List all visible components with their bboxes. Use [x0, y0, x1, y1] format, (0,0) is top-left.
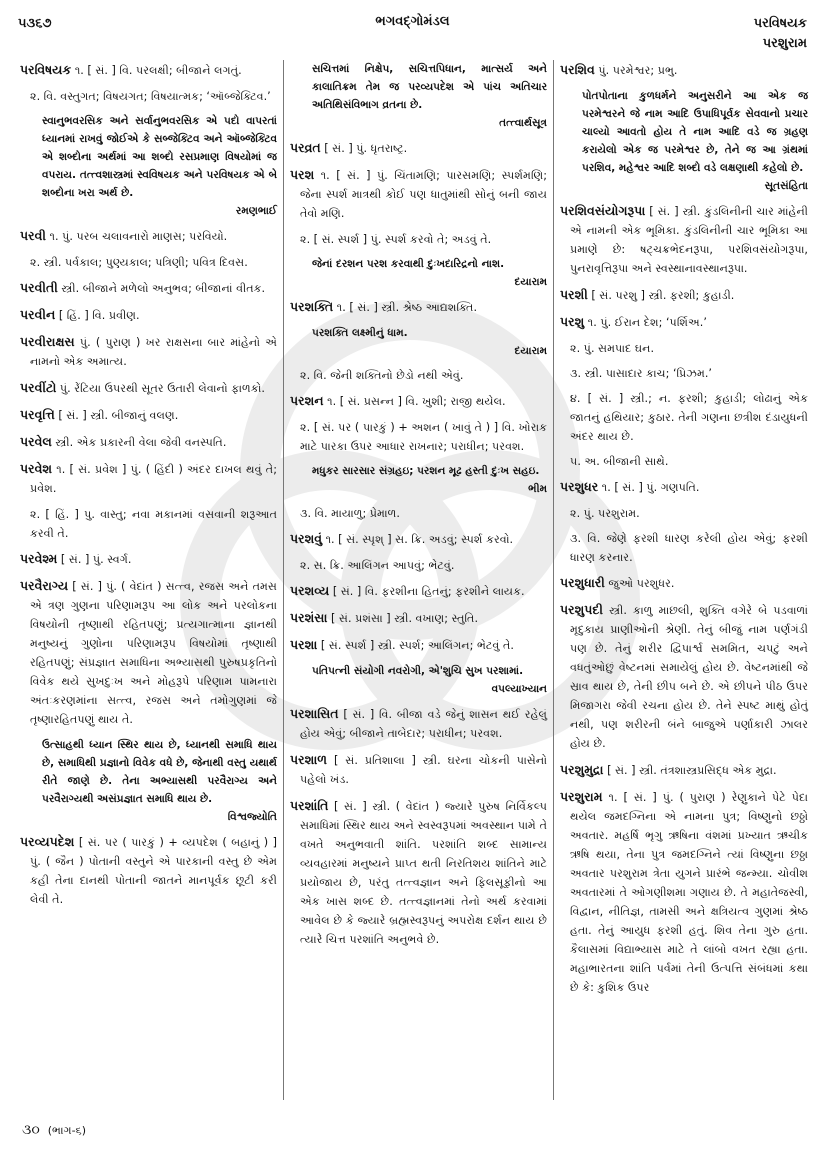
quote-source: તત્ત્વાર્થસૂત્ર [499, 117, 547, 129]
column-1 [14, 60, 284, 1100]
dictionary-entry [560, 600, 808, 753]
definition-text: ૧. [ સં. ] પું. ચિંતામણિ; પારસમણિ; સ્પર્શમણિ; જેના સ્પર્શ માત્રથી કોઈ પણ ધાતુમાંથી સોનું બની જાય તેવો મણિ. [300, 169, 548, 220]
definition-text: [ સં. પરશુ ] સ્ત્રી. ફરશી; કુહાડી. [591, 289, 735, 302]
definition-text: [ સં. સ્પર્શ ] સ્ત્રી. સ્પર્શ; આલિંગન; ભેટવું તે. [320, 639, 514, 652]
entry-sense [560, 452, 808, 471]
definition-text: ૧. [ સં. પ્રવેશ ] પું. ( હિંદી ) અંદર દાખલ થવું તે; પ્રવેશ. [30, 463, 277, 495]
quote-text: પતિપત્ની સંયોગી નવરોગી, એ'શુચિ સુખ પરશામાં. [312, 665, 524, 677]
dictionary-entry [560, 201, 808, 278]
dictionary-entry [20, 432, 277, 452]
guide-word-first: પરવિષયક [753, 16, 807, 31]
page-number-top: ૫૩૬૭ [18, 16, 52, 31]
definition-text: ૩. સ્ત્રી. પાસાદાર કાચ; ‘પ્રિઝમ.’ [570, 367, 712, 380]
definition-text: ૧. [ સં. ] સ્ત્રી. શ્રેષ્ઠ આદ્યશક્તિ. [336, 301, 478, 314]
dictionary-entry [290, 391, 547, 411]
definition-text: [ સં. ] વિ. ફરશીના હિતનું; ફરશીને લાયક. [332, 585, 525, 598]
dictionary-entry [20, 459, 277, 498]
dictionary-entry [560, 760, 808, 780]
guide-word-last: પરશુરામ [762, 36, 807, 51]
headword: પરવ્રત [290, 140, 321, 155]
definition-text: ૨. સ. ક્રિ. આલિંગન આપવું; ભેટવું. [300, 559, 455, 572]
dictionary-entry [290, 704, 547, 743]
headword: પરવિષયક [20, 62, 72, 77]
definition-text: ૨. [ સં. સ્પર્શ ] પું. સ્પર્શ કરવો તે; અડવું તે. [300, 233, 492, 246]
dictionary-entry [560, 312, 808, 332]
headword: પરશુરામ [560, 789, 603, 804]
definition-text: ૩. વિ. માયાળુ; પ્રેમાળ. [300, 507, 400, 520]
headword: પરશ [290, 167, 315, 182]
definition-text: [ સં. ] પું. ( વેદાંત ) સત્ત્વ, રજસ અને તમસ એ ત્રણ ગુણના પરિણામરૂપ આ લોક અને પરલોકના વિષયોની તૃષ્ણાથી રહિતપણું; પ્રત્યગાત્માના જ્ઞાનથી મનુષ્યનું ગુણોના પરિણામરૂપ વિષયોમાં તૃષ્ણાથી રહિતપણું; સંપ્રજ્ઞાત સમાધિના અભ્યાસથી પુરુષપ્રકૃતિનો વિવેક થયે સુખદુઃખ અને મોહરૂપે પરિણામ પામનારા અંતઃકરણમાંના સત્ત્વ, રજસ અને તમોગુણમાં જે તૃષ્ણારહિતપણું થાય તે. [30, 580, 277, 726]
dictionary-entry [290, 581, 547, 601]
entry-sense [560, 504, 808, 523]
definition-text: ૨. [ સં. પર ( પારકું ) + અશન ( ખાવું તે ) ] વિ. ખોરાક માટે પારકા ઉપર આધાર રાખનાર; પરાધીન; પરવશ. [300, 421, 547, 453]
dictionary-entry [560, 573, 808, 593]
quote-source: દયારામ [514, 345, 547, 357]
page-number-bottom: ૩૦ [22, 1122, 40, 1138]
entry-sense [20, 505, 277, 543]
dictionary-entry [20, 832, 277, 909]
definition-text: [ સં. ] પું. ધૃતરાષ્ટ્ર. [324, 142, 408, 155]
definition-text: [ સં. પ્રશંસા ] સ્ત્રી. વખાણ; સ્તુતિ. [330, 612, 479, 625]
dictionary-entry [20, 549, 277, 569]
column-3 [554, 60, 814, 1100]
citation-quote [20, 112, 277, 220]
definition-text: ૧. પું. પરબ ચલાવનારો માણસ; પરવિયો. [49, 230, 228, 243]
definition-text: ૨. વિ. વસ્તુગત; વિષયગત; વિષયાત્મક; ‘ઑબ્જેક્ટિવ.’ [30, 90, 271, 103]
definition-text: ૪. [ સં. ] સ્ત્રી.; ન. ફરશી; કુહાડી; લોઢાનું એક જાતનું હથિયાર; કુઠાર. તેની ગણના છત્રીશ દંડાયુધની અંદર થાય છે. [570, 392, 808, 443]
quote-text: સ્વાનુભવરસિક અને સર્વાનુભવરસિક એ પદો વાપરતાં ધ્યાનમાં રાખવું જોઈએ કે સબ્જેક્ટિવ અને ઑબ્જેક્ટિવ એ શબ્દોના અર્થમાં આ શબ્દો રસપ્રમાણ વિષયોમાં જ વપરાય. તત્ત્વશાસ્ત્રમાં સ્વવિષયક અને પરવિષયક એ બે શબ્દોના ખરા અર્થ છે. [42, 115, 277, 199]
dictionary-entry [290, 297, 547, 317]
citation-quote [290, 255, 547, 291]
guide-words [754, 14, 807, 54]
book-title: ભગવદ્ગોમંડલ [375, 14, 450, 29]
definition-text: પું. ( પુરાણ ) ખર રાક્ષસના બાર માંહેનો એ નામનો એક અમાત્ય. [30, 336, 278, 368]
dictionary-entry [290, 138, 547, 158]
dictionary-columns [14, 60, 814, 1100]
entry-sense [560, 339, 808, 358]
definition-text: જુઓ પરશુધર. [608, 577, 675, 590]
headword: પરવેલ [20, 434, 52, 449]
quote-source: ભીમ [528, 483, 547, 495]
dictionary-entry [20, 60, 277, 80]
definition-text: [ સં. ] સ્ત્રી. બીજાનું વલણ. [58, 409, 179, 422]
headword: પરશન [290, 393, 324, 408]
dictionary-entry [290, 608, 547, 628]
citation-quote [20, 736, 277, 826]
quote-source: દયારામ [514, 276, 547, 288]
entry-sense [20, 253, 277, 272]
definition-text: ૧. [ સં. ] પું. ગણપતિ. [601, 481, 700, 494]
headword: પરશા [290, 637, 318, 652]
citation-quote [290, 662, 547, 698]
dictionary-entry [560, 285, 808, 305]
definition-text: ૨. સ્ત્રી. પર્વકાલ; પુણ્યકાલ; પત્રિણી; પવિત્ર દિવસ. [30, 256, 248, 269]
definition-text: પું. રેંટિયા ઉપરથી સૂતર ઉતારી લેવાનો ફાળકો. [59, 382, 265, 395]
dictionary-entry [290, 750, 547, 789]
definition-text: [ સં. ] સ્ત્રી. કુંડલિનીની ચાર માંહેની એ નામની એક ભૂમિકા. કુંડલિનીની ચાર ભૂમિકા આ પ્રમાણે છે: ષટ્ચક્રભેદનરૂપા, પરશિવસંયોગરૂપા, પુનરાવૃત્તિરૂપા અને સ્વસ્થાનાવસ્થાનરૂપા. [570, 205, 808, 275]
citation-quote [290, 324, 547, 360]
definition-text: ૨. [ હિં. ] પુ. વાસ્તુ; નવા મકાનમાં વસવાની શરૂઆત કરવી તે. [30, 508, 277, 540]
dictionary-entry [290, 796, 547, 949]
headword: પરશક્તિ [290, 299, 334, 314]
definition-text: પું. પરમેશ્વર; પ્રભુ. [598, 64, 678, 77]
headword: પરવેશ [20, 461, 53, 476]
quote-source: વપલ્યાખ્યાન [491, 683, 547, 695]
dictionary-entry [20, 405, 277, 425]
headword: પરવીતી [20, 280, 58, 295]
definition-text: [ સં. ] વિ. બીજા વડે જેનું શાસન થઈ રહેલું હોય એવું; બીજાને તાબેદાર; પરાધીન; પરવશ. [300, 708, 547, 740]
quote-text: પરશક્તિ લક્ષ્મીનું ધામ. [312, 327, 408, 339]
definition-text: [ સં. પ્રતિશાલા ] સ્ત્રી. ઘરના ચોકની પાસેનો પહેલો ખંડ. [300, 754, 548, 786]
definition-text: ૧. [ સં. સ્પૃશ્ ] સ. ક્રિ. અડવું; સ્પર્શ કરવો. [325, 533, 514, 546]
headword: પરશાંતિ [290, 798, 329, 813]
quote-text: પોતપોતાના કુળધર્મને અનુસરીને આ એક જ પરમેશ્વરને જે નામ આદિ ઉપાધિપૂર્વક સેવવાનો પ્રચાર ચાલ્યો આવતો હોય તે નામ આદિ વડે જ ગ્રહણ કરાયેલો એક જ પરમેશ્વર છે, તેને જ આ ગ્રંથમાં પરશિવ, મહેશ્વર આદિ શબ્દો વડે લક્ષણાથી કહેલો છે. [582, 90, 808, 174]
dictionary-entry [20, 278, 277, 298]
entry-sense [290, 230, 547, 249]
definition-text: સ્ત્રી. કાળુ માછલી, શુક્તિ વગેરે બે પડવાળાં મૃદુકાય પ્રાણીઓની શ્રેણી. તેનું બીજું નામ પર્ણગંડી પણ છે. તેનું શરીર દ્વિપાર્શ્વ સમમિત, ચપટું અને વધતુંઓછું વેષ્ટનમાં સમાયેલું હોય છે. વેષ્ટનમાંથી જે સ્રાવ થાય છે, તેની છીપ બને છે. એ છીપને પીઠ ઉપર મિજાગરા જેવી રચના હોય છે. તેને સ્પષ્ટ માથું હોતું નથી, પણ શરીરની બંને બાજુએ પર્ણાકારી ઝાલર હોય છે. [570, 604, 808, 750]
definition-text: [ સં. ] સ્ત્રી. તંત્રશાસ્ત્રપ્રસિદ્ધ એક મુદ્રા. [607, 764, 777, 777]
definition-text: ૩. વિ. જેણે ફરશી ધારણ કરેલી હોય એવું; ફરશી ધારણ કરનાર. [570, 532, 808, 564]
headword: પરશુધારી [560, 575, 605, 590]
dictionary-entry [20, 576, 277, 729]
quote-text: જેનાં દરશન પરશ કરવાથી દુઃખદારિદ્રનો નાશ. [312, 258, 505, 270]
headword: પરશંસા [290, 610, 328, 625]
definition-text: [ હિં. ] વિ. પ્રવીણ. [58, 309, 140, 322]
entry-sense [560, 364, 808, 383]
headword: પરવેશ્મ [20, 551, 58, 566]
headword: પરશુપદી [560, 602, 603, 617]
entry-sense [290, 366, 547, 385]
entry-sense [290, 556, 547, 575]
definition-text: ૧. [ સં. ] વિ. પરલક્ષી; બીજાને લગતું. [74, 64, 242, 77]
page-footer [22, 1122, 86, 1138]
definition-text: ૫. અ. બીજાની સાથે. [570, 455, 669, 468]
citation-quote [560, 87, 808, 195]
dictionary-entry [290, 529, 547, 549]
dictionary-entry [20, 226, 277, 246]
definition-text: ૨. વિ. જેની શક્તિનો છેડો નથી એવું. [300, 369, 464, 382]
quote-source: વિશ્વજ્યોતિ [227, 811, 277, 823]
headword: પરવૈરાગ્ય [20, 578, 69, 593]
headword: પરવી [20, 228, 46, 243]
headword: પરવીંટો [20, 380, 57, 395]
headword: પરવીરાક્ષસ [20, 334, 75, 349]
quote-source: રમણભાઈ [235, 205, 277, 217]
volume-label: (ભાગ-૬) [47, 1124, 87, 1137]
headword: પરવૃત્તિ [20, 407, 55, 422]
headword: પરશવું [290, 531, 323, 546]
entry-sense [560, 529, 808, 567]
headword: પરશુ [560, 314, 585, 329]
dictionary-entry [20, 378, 277, 398]
citation-quote [290, 462, 547, 498]
quote-text: મધુકર સારસાર સંગ્રહઇ; પરશન મૂઢ હસ્તી દુઃખ સહઇ. [312, 465, 540, 477]
headword: પરશુમુદ્રા [560, 762, 604, 777]
dictionary-entry [20, 332, 277, 371]
entry-sense [20, 87, 277, 106]
dictionary-entry [290, 635, 547, 655]
dictionary-entry [560, 477, 808, 497]
definition-text: સ્ત્રી. એક પ્રકારની વેલા જેવી વનસ્પતિ. [55, 436, 227, 449]
headword: પરશાળ [290, 752, 328, 767]
headword: પરશી [560, 287, 588, 302]
definition-text: ૧. પું. ઈરાન દેશ; ‘પર્શિઅ.’ [587, 316, 707, 329]
definition-text: ૧. [ સં. પ્રસન્ન ] વિ. ખુશી; રાજી થયેલ. [327, 395, 506, 408]
headword: પરશાસિત [290, 706, 339, 721]
definition-text: ૨. પું. સમપાદ ઘન. [570, 342, 655, 355]
dictionary-entry [560, 787, 808, 997]
quote-source: સૂતસંહિતા [764, 180, 808, 192]
definition-text: [ સં. ] પું. સ્વર્ગ. [60, 553, 132, 566]
dictionary-entry [560, 60, 808, 80]
definition-text: ૧. [ સં. ] પું. ( પુરાણ ) રેણુકાને પેટે પેદા થયેલ જમદગ્નિના એ નામના પુત્ર; વિષ્ણુનો છઠ્ઠો અવતાર. મહર્ષિ ભૃગુ ઋષિના વંશમાં પ્રખ્યાત ઋચીક ઋષિ થયા, તેના પુત્ર જમદગ્નિને ત્યાં વિષ્ણુના છઠ્ઠા અવતાર પરશુરામ ત્રેતા યુગને પ્રારંભે જન્મ્યા. ચોવીશ અવતારમાં તે ઓગણીશમા ગણાય છે. તે મહાતેજસ્વી, વિદ્વાન, નીતિજ્ઞ, તામસી અને ક્ષત્રિયત્વ ગુણમાં શ્રેષ્ઠ હતા. તેનું આયુધ ફરશી હતું. શિવ તેના ગુરુ હતા. કૈલાસમાં વિદ્યાભ્યાસ માટે તે લાંબો વખત રહ્યા હતા. મહાભારતના શાંતિ પર્વમાં તેની ઉત્પત્તિ સંબંધમાં કથા છે કે: કુશિક ઉપર [570, 791, 808, 994]
headword: પરશિવ [560, 62, 595, 77]
citation-quote [290, 60, 547, 132]
definition-text: સ્ત્રી. બીજાને મળેલો અનુભવ; બીજાનાં વીતક. [61, 282, 266, 295]
dictionary-entry [290, 165, 547, 223]
headword: પરવ્યપદેશ [20, 834, 75, 849]
definition-text: [ સં. ] સ્ત્રી. ( વેદાંત ) જ્યારે પુરુષ નિર્વિકલ્પ સમાધિમાં સ્થિર થાય અને સ્વસ્વરૂપમાં અવસ્થાન પામે તે વખતે અનુભવાતી શાંતિ. પરશાંતિ શબ્દ સામાન્ય વ્યવહારમાં મનુષ્યને પ્રાપ્ત થતી નિરતિશય શાંતિને માટે પ્રયોજાય છે, પરંતુ તત્ત્વજ્ઞાન અને ફિલસૂફીનો આ એક ખાસ શબ્દ છે. તત્ત્વજ્ઞાનમાં તેનો અર્થ કરવામાં આવેલ છે કે જ્યારે બ્રહ્મસ્વરૂપનું અપરોક્ષ દર્શન થાય છે ત્યારે ચિત્ત પરશાંતિ અનુભવે છે. [300, 800, 547, 946]
entry-sense [290, 504, 547, 523]
headword: પરશુધર [560, 479, 599, 494]
definition-text: [ સં. પર ( પારકું ) + વ્યપદેશ ( બહાનું ) ] પું. ( જૈન ) પોતાની વસ્તુને એ પારકાની વસ્તુ છે એમ કહી તેના દાનથી પોતાની જાતને માનપૂર્વક છૂટી કરી લેવી તે. [30, 836, 277, 906]
headword: પરશવ્ય [290, 583, 330, 598]
headword: પરવીન [20, 307, 56, 322]
headword: પરશિવસંયોગરૂપા [560, 203, 646, 218]
quote-text: ઉત્સાહથી ધ્યાન સ્થિર થાય છે, ધ્યાનથી સમાધિ થાય છે, સમાધિથી પ્રજ્ઞાનો વિવેક વધે છે, જેનાથી વસ્તુ યથાર્થ રીતે જાણે છે. તેના અભ્યાસથી પરવૈરાગ્ય અને પરવૈરાગ્યથી અસંપ્રજ્ઞાત સમાધિ થાય છે. [42, 739, 277, 805]
definition-text: ૨. પું. પરશુરામ. [570, 507, 640, 520]
entry-sense [560, 389, 808, 446]
entry-sense [290, 418, 547, 456]
column-2 [284, 60, 554, 1100]
dictionary-entry [20, 305, 277, 325]
quote-text: સચિત્તમાં નિક્ષેપ, સચિત્તપિધાન, માત્સર્ય અને કાલાતિક્રમ તેમ જ પરવ્યપદેશ એ પાંચ અતિચાર અતિથિસંવિભાગ વ્રતના છે. [312, 63, 547, 111]
